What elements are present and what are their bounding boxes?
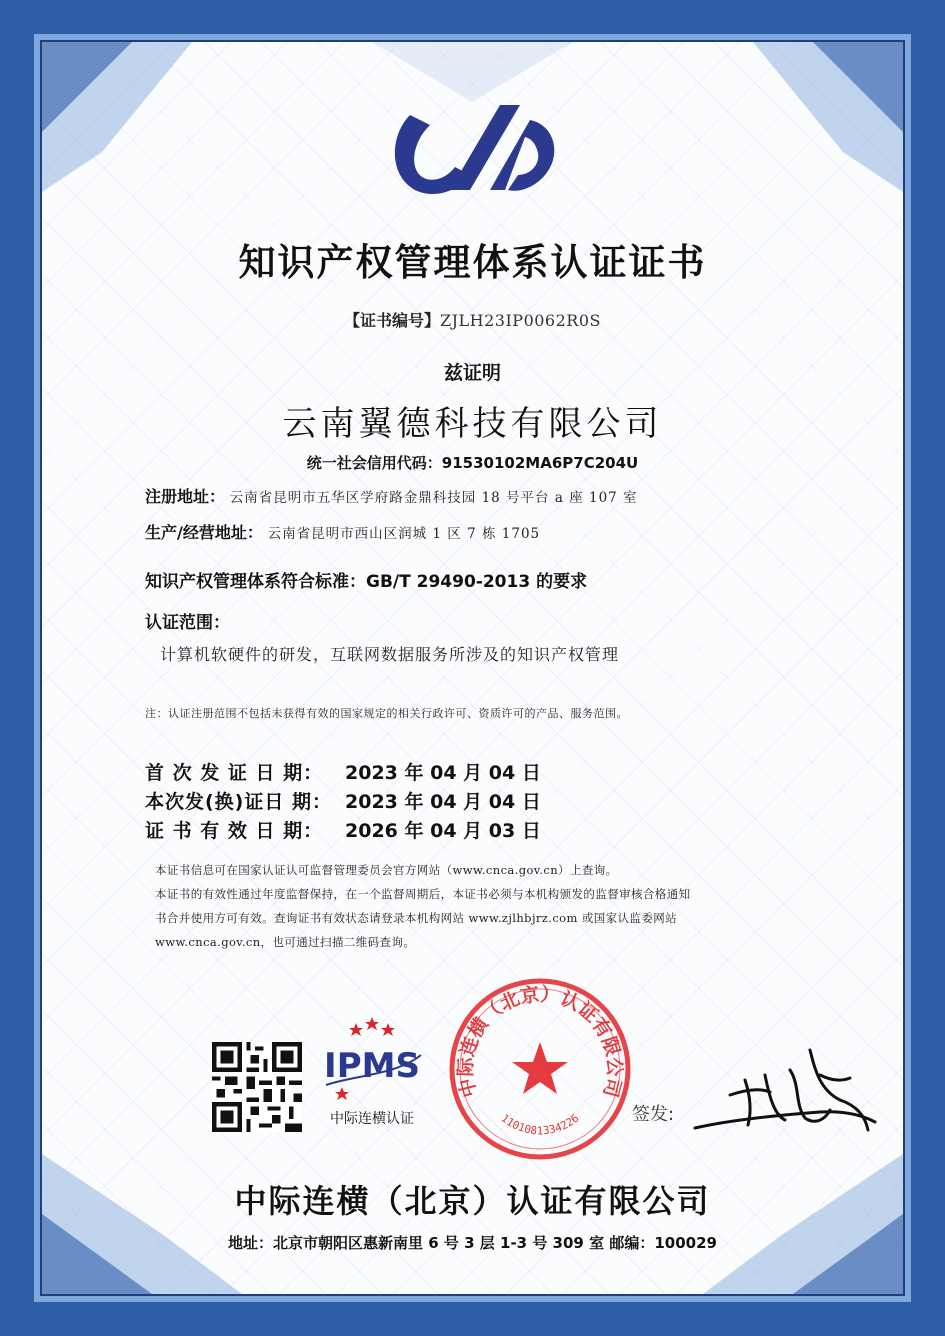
- info-line: 本证书的有效性通过年度监督保持，在一个监督周期后，本证书必须与本机构颁发的监督审核合格通知: [155, 887, 691, 901]
- operating-address-value: 云南省昆明市西山区润城 1 区 7 栋 1705: [267, 526, 541, 542]
- issuer-name: 中际连横（北京）认证有限公司: [234, 1182, 711, 1220]
- signature-icon: [690, 1040, 880, 1150]
- date-value: 2023 年 04 月 04 日: [345, 762, 541, 784]
- info-line: 本证书信息可在国家认证认可监督管理委员会官方网站（www.cnca.gov.cn）上查询。: [155, 863, 618, 877]
- credit-code: 统一社会信用代码：91530102MA6P7C204U: [306, 454, 639, 472]
- date-row: [145, 758, 541, 785]
- seal-number: 1101081334226: [498, 1111, 582, 1138]
- standard-text: 知识产权管理体系符合标准：GB/T 29490-2013 的要求: [145, 572, 588, 592]
- info-block: [155, 858, 800, 954]
- svg-text:1101081334226: [499, 1112, 582, 1138]
- date-label: 首 次 发 证 日 期：: [145, 762, 324, 784]
- certificate-number-value: ZJLH23IP0062R0S: [440, 311, 601, 330]
- certificate-title: 知识产权管理体系认证证书: [238, 241, 707, 284]
- scope-note: 注：认证注册范围不包括未获得有效的国家规定的相关行政许可、资质许可的产品、服务范围。: [145, 707, 628, 720]
- registered-address-value: 云南省昆明市五华区学府路金鼎科技园 18 号平台 a 座 107 室: [229, 490, 638, 506]
- registered-address-label: 注册地址：: [145, 487, 226, 506]
- date-row: [145, 787, 541, 814]
- info-line: 书合并使用方可有效。查询证书有效状态请登录本机构网站 www.zjlhbjrz.com 或国家认监委网站: [155, 911, 678, 925]
- scope-label: 认证范围：: [145, 613, 230, 633]
- operating-address-label: 生产/经营地址：: [145, 523, 263, 542]
- info-line: www.cnca.gov.cn，也可通过扫描二维码查询。: [155, 935, 416, 949]
- seal-text: 中际连横（北京）认证有限公司: [454, 983, 626, 1100]
- qr-code-icon[interactable]: [212, 1042, 302, 1132]
- logo-text: IPMS: [324, 1046, 420, 1086]
- company-logo-icon: [380, 95, 570, 210]
- certificate-number: [0, 308, 945, 331]
- logo-caption: 中际连横认证: [330, 1111, 414, 1127]
- scope-text: 计算机软硬件的研发，互联网数据服务所涉及的知识产权管理: [160, 645, 620, 664]
- official-seal-icon: [445, 974, 635, 1164]
- operating-address-row: [145, 520, 540, 543]
- hereby-text: 兹证明: [443, 362, 501, 384]
- date-row: [145, 816, 541, 843]
- issuer-address: 地址：北京市朝阳区惠新南里 6 号 3 层 1-3 号 309 室 邮编：100029: [228, 1234, 717, 1252]
- date-label: 本次发(换)证日 期：: [145, 791, 332, 813]
- signature-label: 签发:: [632, 1104, 675, 1125]
- date-value: 2026 年 04 月 03 日: [345, 820, 541, 842]
- date-value: 2023 年 04 月 04 日: [345, 791, 541, 813]
- date-label: 证 书 有 效 日 期：: [145, 820, 324, 842]
- ipms-logo-icon: [316, 1015, 428, 1130]
- registered-address-row: [145, 484, 638, 507]
- certificate-number-label: 【证书编号】: [344, 311, 441, 330]
- company-name: 云南翼德科技有限公司: [282, 404, 663, 444]
